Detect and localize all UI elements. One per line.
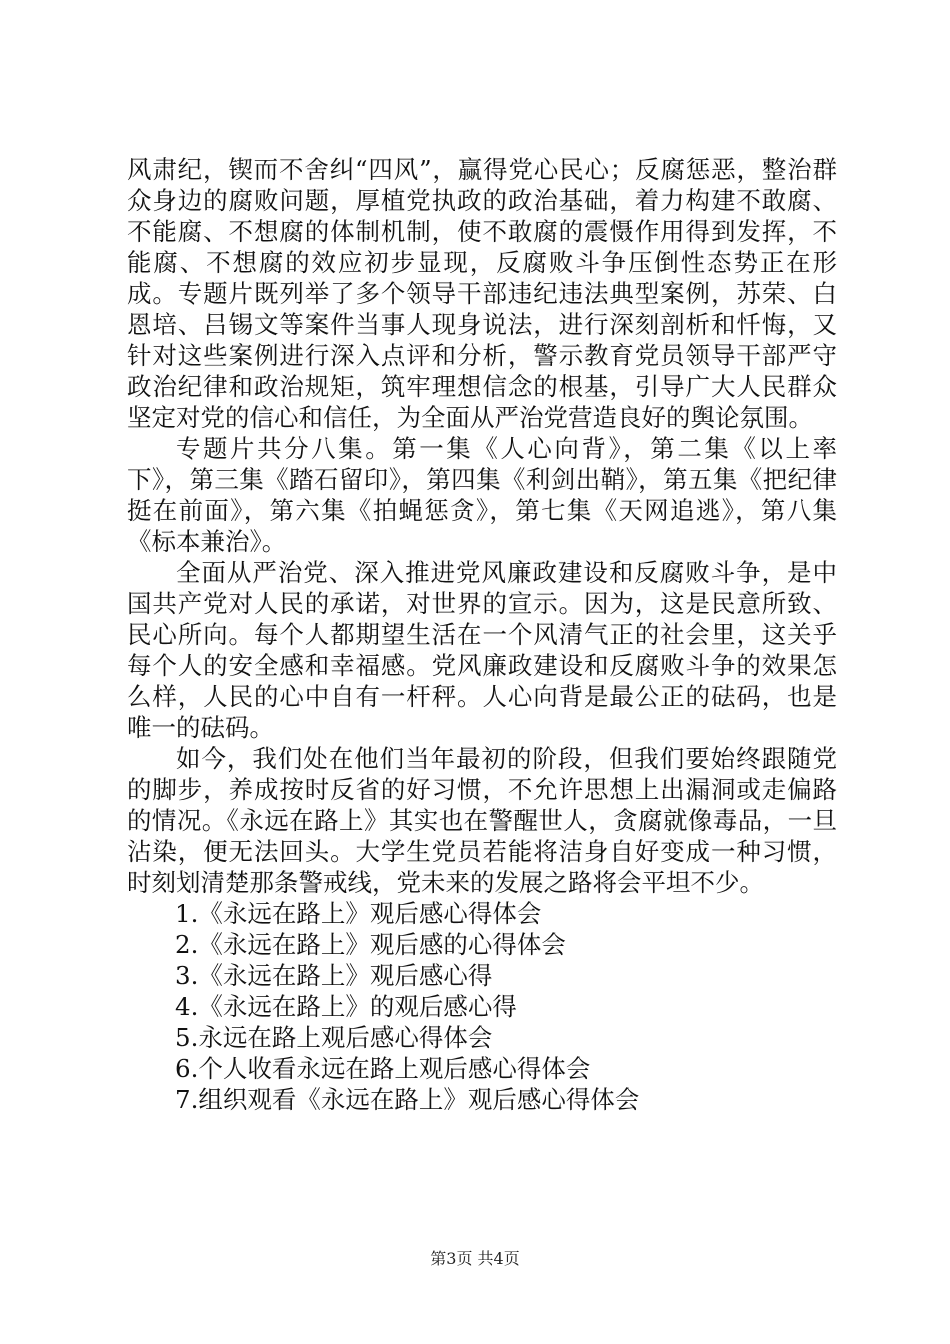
list-item: 6.个人收看永远在路上观后感心得体会 [175, 1054, 591, 1083]
list-item: 7.组织观看《永远在路上》观后感心得体会 [175, 1085, 640, 1114]
related-articles-list [127, 898, 837, 1115]
paragraph-3: 全面从严治党、深入推进党风廉政建设和反腐败斗争，是中国共产党对人民的承诺，对世界的宣示。因为，这是民意所致、民心所向。每个人都期望生活在一个风清气正的社会里，这关乎每个人的安全感和幸福感。党风廉政建设和反腐败斗争的效果怎么样，人民的心中自有一杆秤。人心向背是最公正的砝码，也是唯一的砝码。 [127, 558, 837, 742]
list-item: 5.永远在路上观后感心得体会 [175, 1023, 493, 1052]
page-number: 第3页 共4页 [430, 1249, 520, 1268]
list-item: 1.《永远在路上》观后感心得体会 [175, 899, 542, 928]
list-item: 3.《永远在路上》观后感心得 [175, 961, 493, 990]
list-item: 2.《永远在路上》观后感的心得体会 [175, 930, 566, 959]
page-footer [0, 1246, 950, 1269]
paragraph-2: 专题片共分八集。第一集《人心向背》，第二集《以上率下》，第三集《踏石留印》，第四集《利剑出鞘》，第五集《把纪律挺在前面》，第六集《拍蝇惩贪》，第七集《天网追逃》，第八集《标本兼治》。 [127, 434, 837, 556]
paragraph-1: 风肃纪，锲而不舍纠“四风”，赢得党心民心；反腐惩恶，整治群众身边的腐败问题，厚植党执政的政治基础，着力构建不敢腐、不能腐、不想腐的体制机制，使不敢腐的震慑作用得到发挥，不能腐、不想腐的效应初步显现，反腐败斗争压倒性态势正在形成。专题片既列举了多个领导干部违纪违法典型案例，苏荣、白恩培、吕锡文等案件当事人现身说法，进行深刻剖析和忏悔，又针对这些案例进行深入点评和分析，警示教育党员领导干部严守政治纪律和政治规矩，筑牢理想信念的根基，引导广大人民群众坚定对党的信心和信任，为全面从严治党营造良好的舆论氛围。 [127, 155, 837, 432]
paragraph-4: 如今，我们处在他们当年最初的阶段，但我们要始终跟随党的脚步，养成按时反省的好习惯，不允许思想上出漏洞或走偏路的情况。《永远在路上》其实也在警醒世人，贪腐就像毒品，一旦沾染，便无法回头。大学生党员若能将洁身自好变成一种习惯，时刻划清楚那条警戒线，党未来的发展之路将会平坦不少。 [127, 744, 837, 897]
list-item: 4.《永远在路上》的观后感心得 [175, 992, 517, 1021]
document-body [127, 154, 837, 1115]
